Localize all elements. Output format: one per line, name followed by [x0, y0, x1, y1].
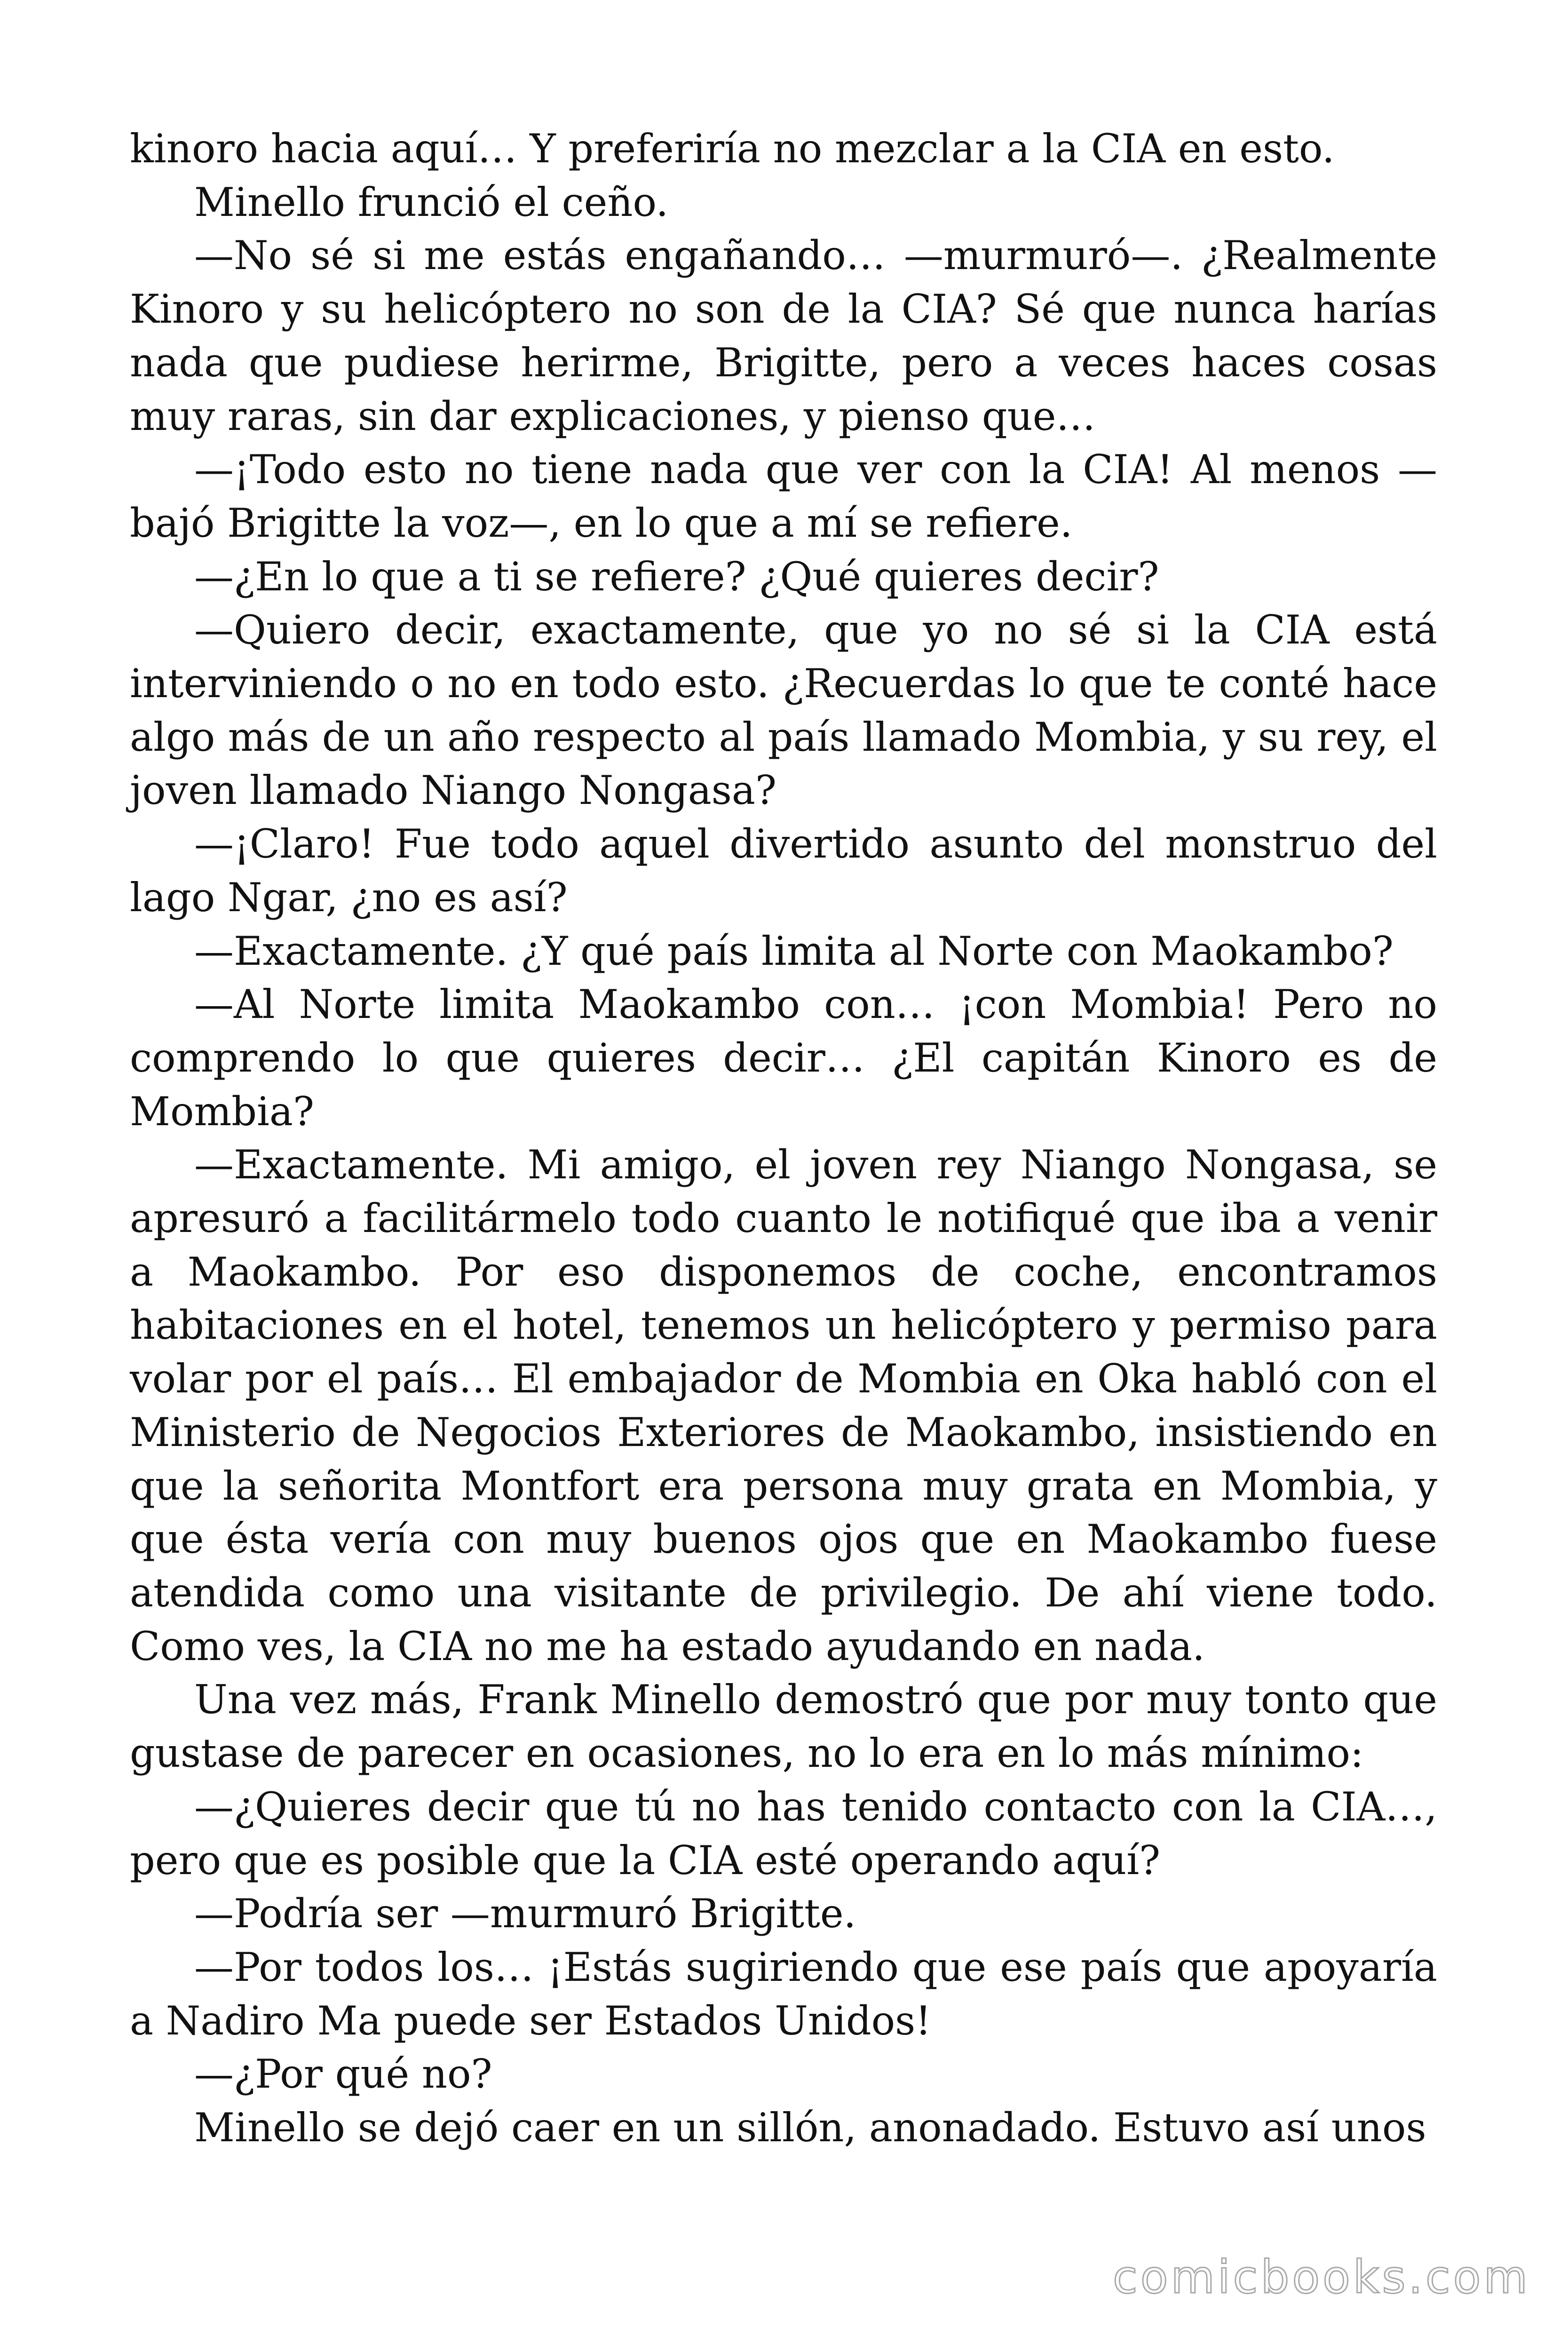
paragraph: —Exactamente. ¿Y qué país limita al Norte con Maokambo?	[194, 928, 1394, 974]
body-text	[130, 122, 1437, 2155]
paragraph: —Por todos los… ¡Estás sugiriendo que ese país que apoyaría a Nadiro Ma puede ser Estados Unidos!	[130, 1944, 1437, 2044]
paragraph: —¿Por qué no?	[194, 2051, 492, 2098]
paragraph: —Quiero decir, exactamente, que yo no sé si la CIA está interviniendo o no en todo esto. ¿Recuerdas lo que te conté hace algo más de un año respecto al país llamado Mombia, y su rey, el joven llamado Niango Nongasa?	[130, 607, 1437, 814]
paragraph: —Podría ser —murmuró Brigitte.	[194, 1891, 856, 1937]
watermark: comicbooks.com	[1112, 2251, 1530, 2304]
paragraph: Minello frunció el ceño.	[194, 179, 669, 225]
paragraph: —¿En lo que a ti se refiere? ¿Qué quieres decir?	[194, 553, 1159, 600]
paragraph: —No sé si me estás engañando… —murmuró—. ¿Realmente Kinoro y su helicóptero no son de la CIA? Sé que nunca harías nada que pudiese herirme, Brigitte, pero a veces haces cosas muy raras, sin dar explicaciones, y pienso que…	[130, 232, 1437, 439]
paragraph: —Al Norte limita Maokambo con… ¡con Mombia! Pero no comprendo lo que quieres decir… ¿El capitán Kinoro es de Mombia?	[130, 981, 1437, 1135]
paragraph: Minello se dejó caer en un sillón, anonadado. Estuvo así unos	[194, 2105, 1426, 2151]
paragraph: kinoro hacia aquí… Y preferiría no mezclar a la CIA en esto.	[130, 126, 1335, 172]
paragraph: —Exactamente. Mi amigo, el joven rey Niango Nongasa, se apresuró a facilitármelo todo cuanto le notifiqué que iba a venir a Maokambo. Por eso disponemos de coche, encontramos habitaciones en el hotel, tenemos un helicóptero y permiso para volar por el país… El embajador de Mombia en Oka habló con el Ministerio de Negocios Exteriores de Maokambo, insistiendo en que la señorita Montfort era persona muy grata en Mombia, y que ésta vería con muy buenos ojos que en Maokambo fuese atendida como una visitante de privilegio. De ahí viene todo. Como ves, la CIA no me ha estado ayudando en nada.	[130, 1142, 1437, 1669]
paragraph: —¡Todo esto no tiene nada que ver con la CIA! Al menos —bajó Brigitte la voz—, en lo que a mí se refiere.	[130, 446, 1437, 546]
paragraph: —¡Claro! Fue todo aquel divertido asunto del monstruo del lago Ngar, ¿no es así?	[130, 821, 1437, 921]
paragraph: —¿Quieres decir que tú no has tenido contacto con la CIA…, pero que es posible que la CIA esté operando aquí?	[130, 1783, 1437, 1883]
paragraph: Una vez más, Frank Minello demostró que por muy tonto que gustase de parecer en ocasiones, no lo era en lo más mínimo:	[130, 1677, 1437, 1777]
